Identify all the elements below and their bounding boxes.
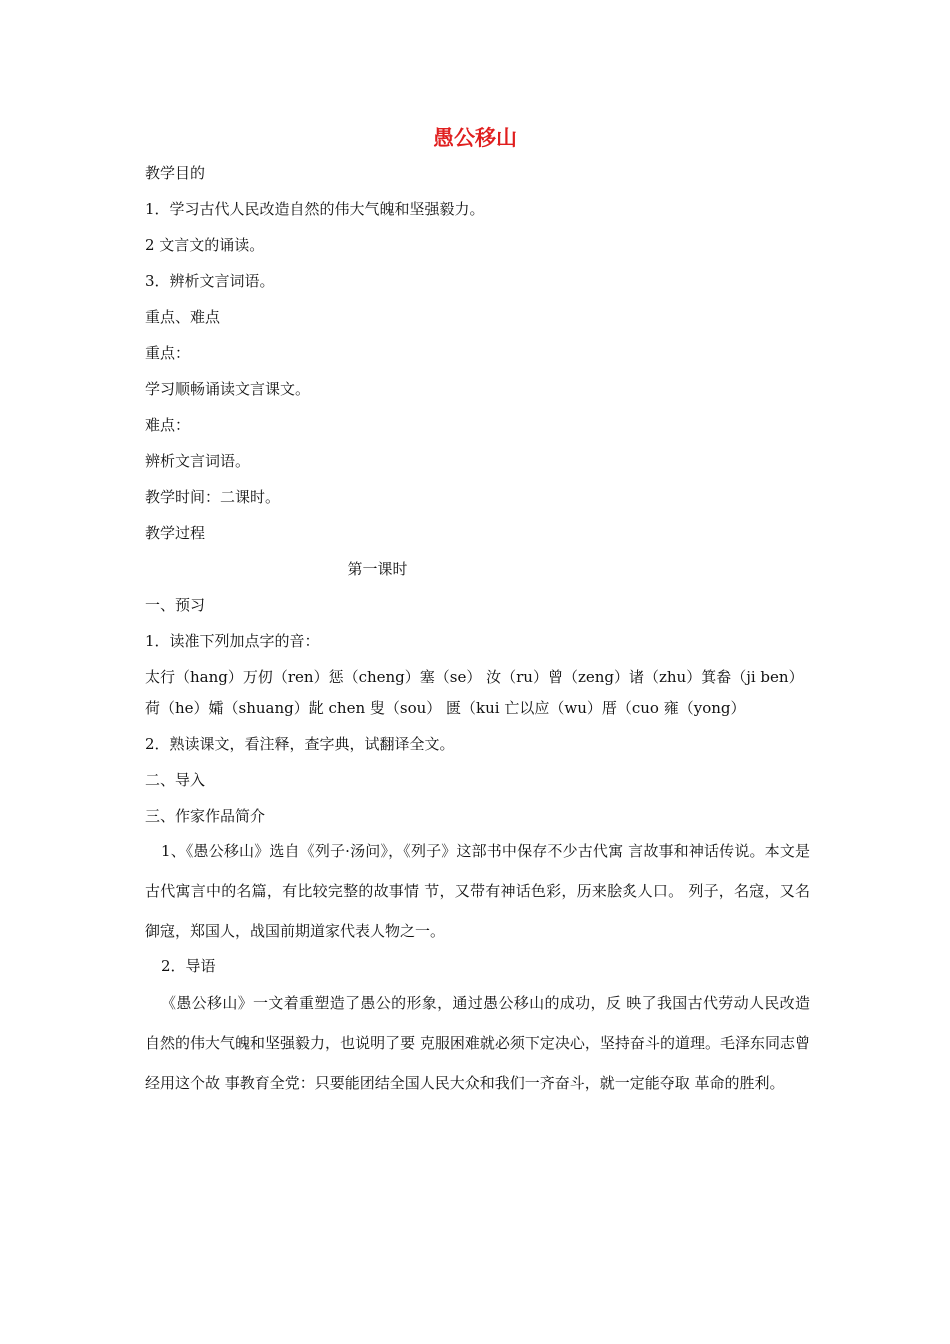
preview-item-1: 1．读准下列加点字的音： bbox=[145, 632, 320, 650]
pronunciation-list-2: 荷（he）孀（shuang）龀 chen 叟（sou） 匮（kui 亡以应（wu）厝（cuo 雍（yong） bbox=[145, 699, 746, 717]
label-difficulty: 难点： bbox=[145, 416, 191, 434]
heading-preview: 一、预习 bbox=[145, 596, 206, 614]
label-key-point: 重点： bbox=[145, 344, 191, 362]
heading-lead-in: 2．导语 bbox=[161, 957, 216, 975]
preview-item-2: 2．熟读课文，看注释，查字典，试翻译全文。 bbox=[145, 735, 455, 753]
goal-item-3: 3．辨析文言词语。 bbox=[145, 272, 275, 290]
difficulty-text: 辨析文言词语。 bbox=[145, 452, 251, 470]
teaching-time: 教学时间：二课时。 bbox=[145, 488, 281, 506]
paragraph-lead-in: 《愚公移山》一文着重塑造了愚公的形象，通过愚公移山的成功，反 映了我国古代劳动人民改造自然的伟大气魄和坚强毅力，也说明了要 克服困难就必须下定决心，坚持奋斗的道理。毛泽东同志曾经用这个故 事教育全党：只要能团结全国人民大众和我们一齐奋斗，就一定能夺取 革命的胜利。 bbox=[145, 994, 810, 1092]
paragraph-author-intro: 1、《愚公移山》选自《列子·汤问》，《列子》这部书中保存不少古代寓 言故事和神话传说。本文是古代寓言中的名篇，有比较完整的故事情 节，又带有神话色彩，历来脍炙人口。 列子，名寇，又名御寇，郑国人，战国前期道家代表人物之一。 bbox=[145, 842, 810, 940]
key-point-text: 学习顺畅诵读文言课文。 bbox=[145, 380, 311, 398]
pronunciation-list-1: 太行（hang）万仞（ren）惩（cheng）塞（se） 汝（ru）曾（zeng）诸（zhu）箕畚（ji ben） bbox=[145, 668, 804, 686]
heading-author-works: 三、作家作品简介 bbox=[145, 807, 266, 825]
heading-key-points: 重点、难点 bbox=[145, 308, 221, 326]
section-first-lesson: 第一课时 bbox=[347, 560, 408, 578]
heading-teaching-goals: 教学目的 bbox=[145, 164, 206, 182]
heading-teaching-process: 教学过程 bbox=[145, 524, 206, 542]
heading-introduction: 二、导入 bbox=[145, 771, 206, 789]
goal-item-2: 2 文言文的诵读。 bbox=[145, 236, 265, 254]
goal-item-1: 1．学习古代人民改造自然的伟大气魄和坚强毅力。 bbox=[145, 200, 485, 218]
document-body bbox=[145, 160, 810, 1103]
page-title: 愚公移山 bbox=[433, 126, 517, 150]
